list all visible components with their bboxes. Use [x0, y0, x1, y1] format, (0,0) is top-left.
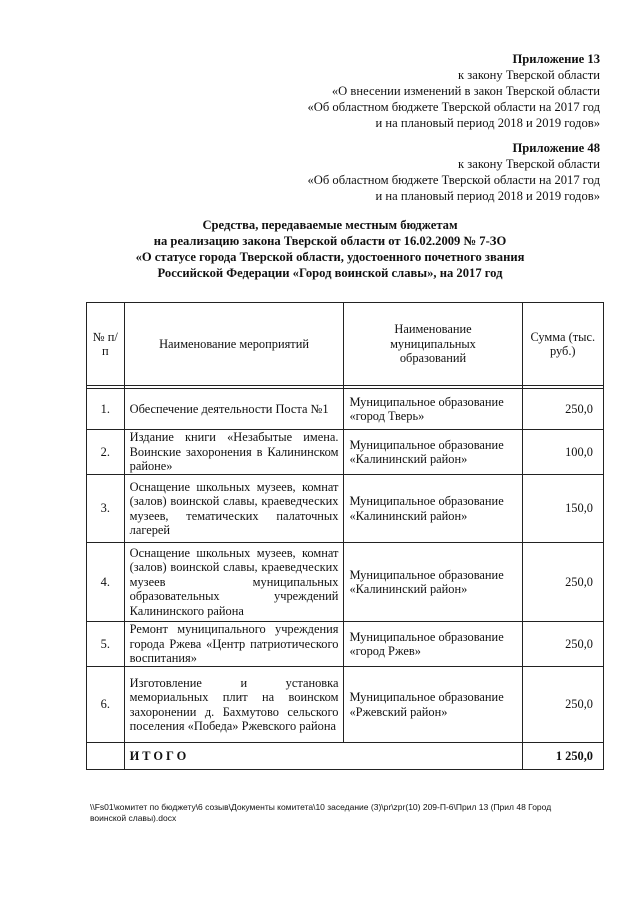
appendix-13-line: «О внесении изменений в закон Тверской области	[331, 84, 600, 98]
row-sum: 150,0	[522, 475, 603, 543]
table-row	[87, 667, 604, 743]
row-municipality: Муниципальное образование «Калининский район»	[344, 475, 522, 543]
row-num: 6.	[87, 667, 125, 743]
table-row	[87, 543, 604, 622]
document-title	[100, 217, 560, 281]
table-row	[87, 622, 604, 667]
appendix-48-header	[307, 140, 600, 204]
title-line: «О статусе города Тверской области, удостоенного почетного звания	[135, 250, 525, 264]
header-num: № п/п	[87, 303, 125, 386]
row-municipality: Муниципальное образование «город Тверь»	[344, 389, 522, 430]
row-event: Ремонт муниципального учреждения города Ржева «Центр патриотического воспитания»	[124, 622, 344, 667]
table-row	[87, 389, 604, 430]
appendix-48-line: и на плановый период 2018 и 2019 годов»	[375, 189, 600, 203]
row-municipality: Муниципальное образование «город Ржев»	[344, 622, 522, 667]
budget-table	[86, 302, 604, 770]
appendix-13-header	[307, 51, 600, 131]
table-header-row	[87, 303, 604, 386]
header-name: Наименование мероприятий	[124, 303, 344, 386]
header-sum: Сумма (тыс. руб.)	[522, 303, 603, 386]
total-sum: 1 250,0	[522, 743, 603, 770]
row-event: Оснащение школьных музеев, комнат (залов) воинской славы, краеведческих музеев, тематических палаточных лагерей	[124, 475, 344, 543]
row-num: 2.	[87, 430, 125, 475]
file-path-footer: \\Fs01\комитет по бюджету\6 созыв\Документы комитета\10 заседание (3)\pr\zpr(10) 209-П-6\Прил 13 (Прил 48 Город воинской славы).docx	[90, 802, 552, 823]
row-municipality: Муниципальное образование «Калининский район»	[344, 430, 522, 475]
table-row	[87, 475, 604, 543]
row-sum: 100,0	[522, 430, 603, 475]
appendix-48-line: к закону Тверской области	[458, 157, 600, 171]
title-line: на реализацию закона Тверской области от 16.02.2009 № 7-ЗО	[153, 234, 507, 248]
appendix-13-line: «Об областном бюджете Тверской области на 2017 год	[307, 100, 600, 114]
row-sum: 250,0	[522, 543, 603, 622]
appendix-13-line: к закону Тверской области	[458, 68, 600, 82]
title-line: Средства, передаваемые местным бюджетам	[202, 218, 458, 232]
appendix-13-line: и на плановый период 2018 и 2019 годов»	[375, 116, 600, 130]
row-num: 3.	[87, 475, 125, 543]
row-event: Обеспечение деятельности Поста №1	[124, 389, 344, 430]
table-row	[87, 430, 604, 475]
row-sum: 250,0	[522, 389, 603, 430]
appendix-48-heading: Приложение 48	[512, 141, 600, 155]
row-num: 4.	[87, 543, 125, 622]
title-line: Российской Федерации «Город воинской славы», на 2017 год	[157, 266, 503, 280]
row-num: 5.	[87, 622, 125, 667]
row-event: Оснащение школьных музеев, комнат (залов) воинской славы, краеведческих музеев муниципальных образовательных учреждений Калининского района	[124, 543, 344, 622]
row-sum: 250,0	[522, 667, 603, 743]
total-row	[87, 743, 604, 770]
appendix-13-heading: Приложение 13	[512, 52, 600, 66]
header-municipality: Наименование муниципальных образований	[344, 303, 522, 386]
row-sum: 250,0	[522, 622, 603, 667]
row-event: Издание книги «Незабытые имена. Воинские захоронения в Калининском районе»	[124, 430, 344, 475]
row-num: 1.	[87, 389, 125, 430]
row-municipality: Муниципальное образование «Калининский район»	[344, 543, 522, 622]
total-label: ИТОГО	[124, 743, 522, 770]
row-event: Изготовление и установка мемориальных плит на воинском захоронении д. Бахмутово сельского поселения «Победа» Ржевского района	[124, 667, 344, 743]
row-municipality: Муниципальное образование «Ржевский район»	[344, 667, 522, 743]
appendix-48-line: «Об областном бюджете Тверской области на 2017 год	[307, 173, 600, 187]
